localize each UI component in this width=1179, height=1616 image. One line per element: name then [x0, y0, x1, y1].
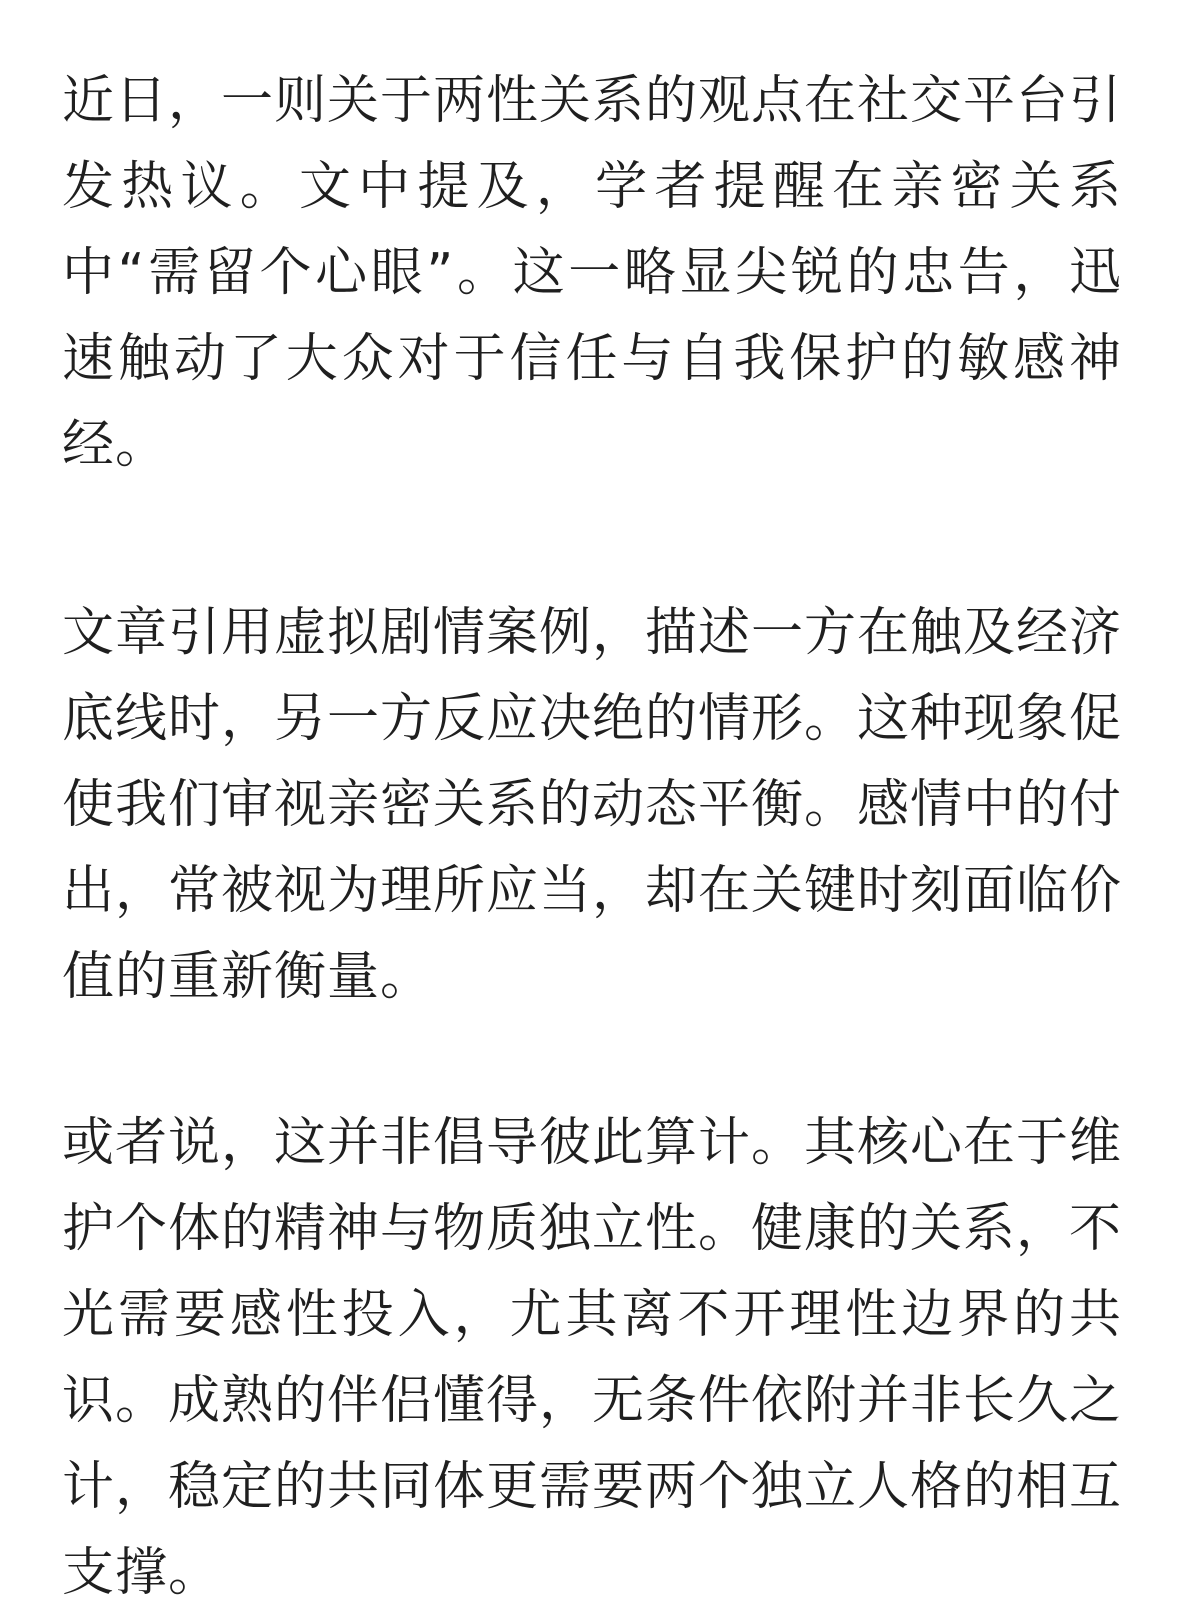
- article-body: [62, 58, 1122, 1616]
- paragraph-1: 近日，一则关于两性关系的观点在社交平台引发热议。文中提及，学者提醒在亲密关系中“需留个心眼”。这一略显尖锐的忠告，迅速触动了大众对于信任与自我保护的敏感神经。: [62, 71, 1123, 475]
- paragraph-2: 文章引用虚拟剧情案例，描述一方在触及经济底线时，另一方反应决绝的情形。这种现象促使我们审视亲密关系的动态平衡。感情中的付出，常被视为理所应当，却在关键时刻面临价值的重新衡量。: [62, 603, 1123, 1007]
- paragraph-3: 或者说，这并非倡导彼此算计。其核心在于维护个体的精神与物质独立性。健康的关系，不光需要感性投入，尤其离不开理性边界的共识。成熟的伴侣懂得，无条件依附并非长久之计，稳定的共同体更需要两个独立人格的相互支撑。: [62, 1113, 1123, 1603]
